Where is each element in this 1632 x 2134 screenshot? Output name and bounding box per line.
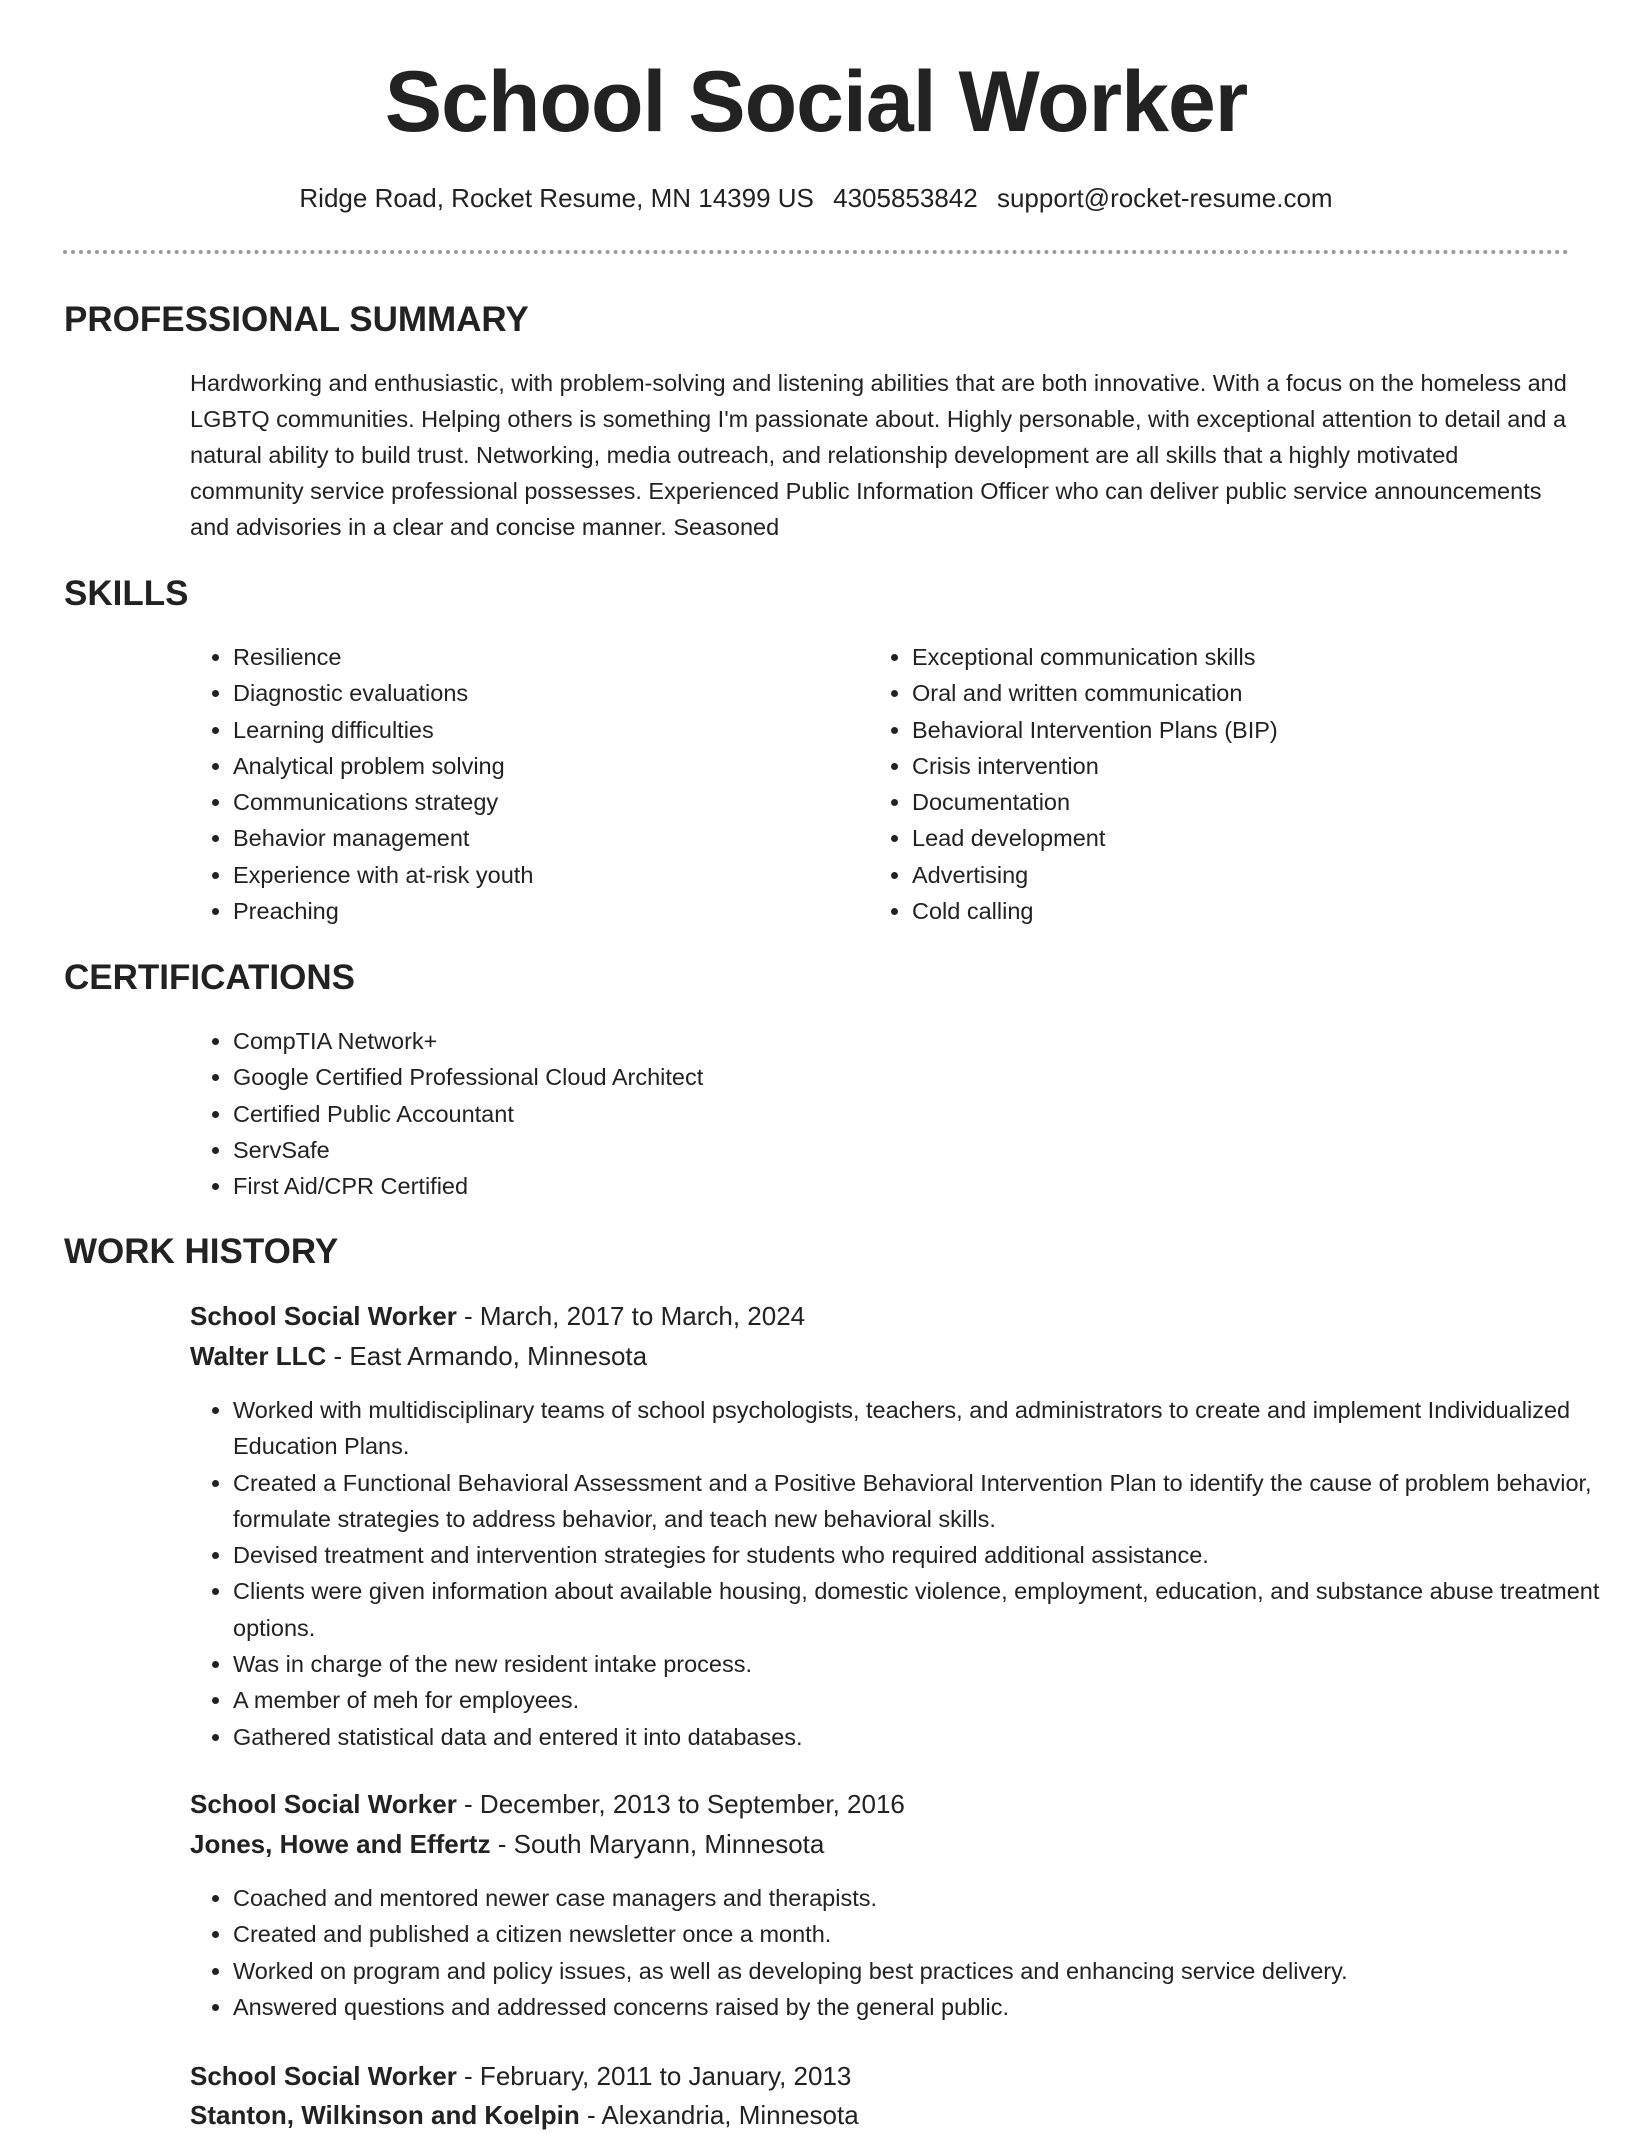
skill-item: • Communications strategy — [233, 784, 873, 820]
job-location: - Alexandria, Minnesota — [579, 2100, 859, 2130]
job-location: - South Maryann, Minnesota — [490, 1829, 825, 1859]
certification-item: • Certified Public Accountant — [233, 1096, 1613, 1132]
skill-item: • Advertising — [912, 857, 1612, 893]
job-bullet: • A member of meh for employees. — [233, 1682, 1613, 1718]
skill-item: • Behavior management — [233, 820, 873, 856]
job-title-line — [190, 2057, 851, 2095]
job-role: School Social Worker — [190, 1789, 457, 1819]
skill-item: • Cold calling — [912, 893, 1612, 929]
certifications-list — [190, 1023, 1613, 1204]
job-company: Walter LLC — [190, 1341, 327, 1371]
skill-item: • Preaching — [233, 893, 873, 929]
job-bullet: • Coached and mentored newer case managers and therapists. — [233, 1880, 1613, 1916]
certification-item: • Google Certified Professional Cloud Architect — [233, 1059, 1613, 1095]
job-role: School Social Worker — [190, 1301, 457, 1331]
certification-item: • CompTIA Network+ — [233, 1023, 1613, 1059]
job-bullet: • Created and published a citizen newsletter once a month. — [233, 1916, 1613, 1952]
skill-item: • Oral and written communication — [912, 675, 1612, 711]
summary-heading: PROFESSIONAL SUMMARY — [64, 300, 529, 339]
job-dates: - March, 2017 to March, 2024 — [456, 1301, 806, 1331]
skill-item: • Lead development — [912, 820, 1612, 856]
skills-heading: SKILLS — [64, 574, 189, 613]
job-company: Stanton, Wilkinson and Koelpin — [190, 2100, 580, 2130]
job-role: School Social Worker — [190, 2061, 457, 2091]
skill-item: • Diagnostic evaluations — [233, 675, 873, 711]
skills-list-left — [190, 639, 873, 929]
contact-email: support@rocket-resume.com — [996, 183, 1333, 213]
skill-item: • Experience with at-risk youth — [233, 857, 873, 893]
contact-address: Ridge Road, Rocket Resume, MN 14399 US — [299, 183, 814, 213]
job-bullet: • Created a Functional Behavioral Assessment and a Positive Behavioral Intervention Plan to identify the cause of problem behavior, formulate strategies to address behavior, and teach new behavioral skills. — [233, 1465, 1613, 1538]
job-bullets — [190, 1392, 1613, 1755]
job-bullet: • Devised treatment and intervention strategies for students who required additional assistance. — [233, 1537, 1613, 1573]
summary-text: Hardworking and enthusiastic, with problem-solving and listening abilities that are both innovative. With a focus on the homeless and LGBTQ communities. Helping others is something I'm passionate about. Highly personable, with exceptional attention to detail and a natural ability to build trust. Networking, media outreach, and relationship development are all skills that a highly motivated community service professional possesses. Experienced Public Information Officer who can deliver public service announcements and advisories in a clear and concise manner. Seasoned — [190, 370, 1567, 540]
job-dates: - February, 2011 to January, 2013 — [456, 2061, 852, 2091]
skill-item: • Behavioral Intervention Plans (BIP) — [912, 712, 1612, 748]
job-company-line — [190, 2096, 859, 2134]
job-bullet: • Was in charge of the new resident intake process. — [233, 1646, 1613, 1682]
job-bullet: • Clients were given information about available housing, domestic violence, employment, education, and substance abuse treatment options. — [233, 1573, 1613, 1646]
job-bullet: • Worked with multidisciplinary teams of school psychologists, teachers, and administrators to create and implement Individualized Education Plans. — [233, 1392, 1613, 1465]
job-location: - East Armando, Minnesota — [326, 1341, 648, 1371]
skill-item: • Exceptional communication skills — [912, 639, 1612, 675]
skill-item: • Documentation — [912, 784, 1612, 820]
skill-item: • Resilience — [233, 639, 873, 675]
skill-item: • Learning difficulties — [233, 712, 873, 748]
job-title-line — [190, 1297, 805, 1335]
certifications-heading: CERTIFICATIONS — [64, 958, 356, 997]
certification-item: • First Aid/CPR Certified — [233, 1168, 1613, 1204]
job-bullet: • Worked on program and policy issues, as well as developing best practices and enhancing service delivery. — [233, 1953, 1613, 1989]
contact-phone: 4305853842 — [833, 183, 978, 213]
skill-item: • Analytical problem solving — [233, 748, 873, 784]
job-company-line — [190, 1337, 647, 1375]
work-history-heading: WORK HISTORY — [64, 1232, 339, 1271]
job-bullets — [190, 1880, 1613, 2025]
job-dates: - December, 2013 to September, 2016 — [456, 1789, 905, 1819]
resume-name: School Social Worker — [384, 54, 1248, 150]
contact-line — [0, 180, 1632, 216]
skill-item: • Crisis intervention — [912, 748, 1612, 784]
job-company-line — [190, 1825, 824, 1863]
job-company: Jones, Howe and Effertz — [190, 1829, 491, 1859]
header-divider — [63, 250, 1569, 254]
job-bullet: • Gathered statistical data and entered it into databases. — [233, 1719, 1613, 1755]
job-title-line — [190, 1785, 905, 1823]
skills-list-right — [869, 639, 1612, 929]
certification-item: • ServSafe — [233, 1132, 1613, 1168]
job-bullet: • Answered questions and addressed concerns raised by the general public. — [233, 1989, 1613, 2025]
